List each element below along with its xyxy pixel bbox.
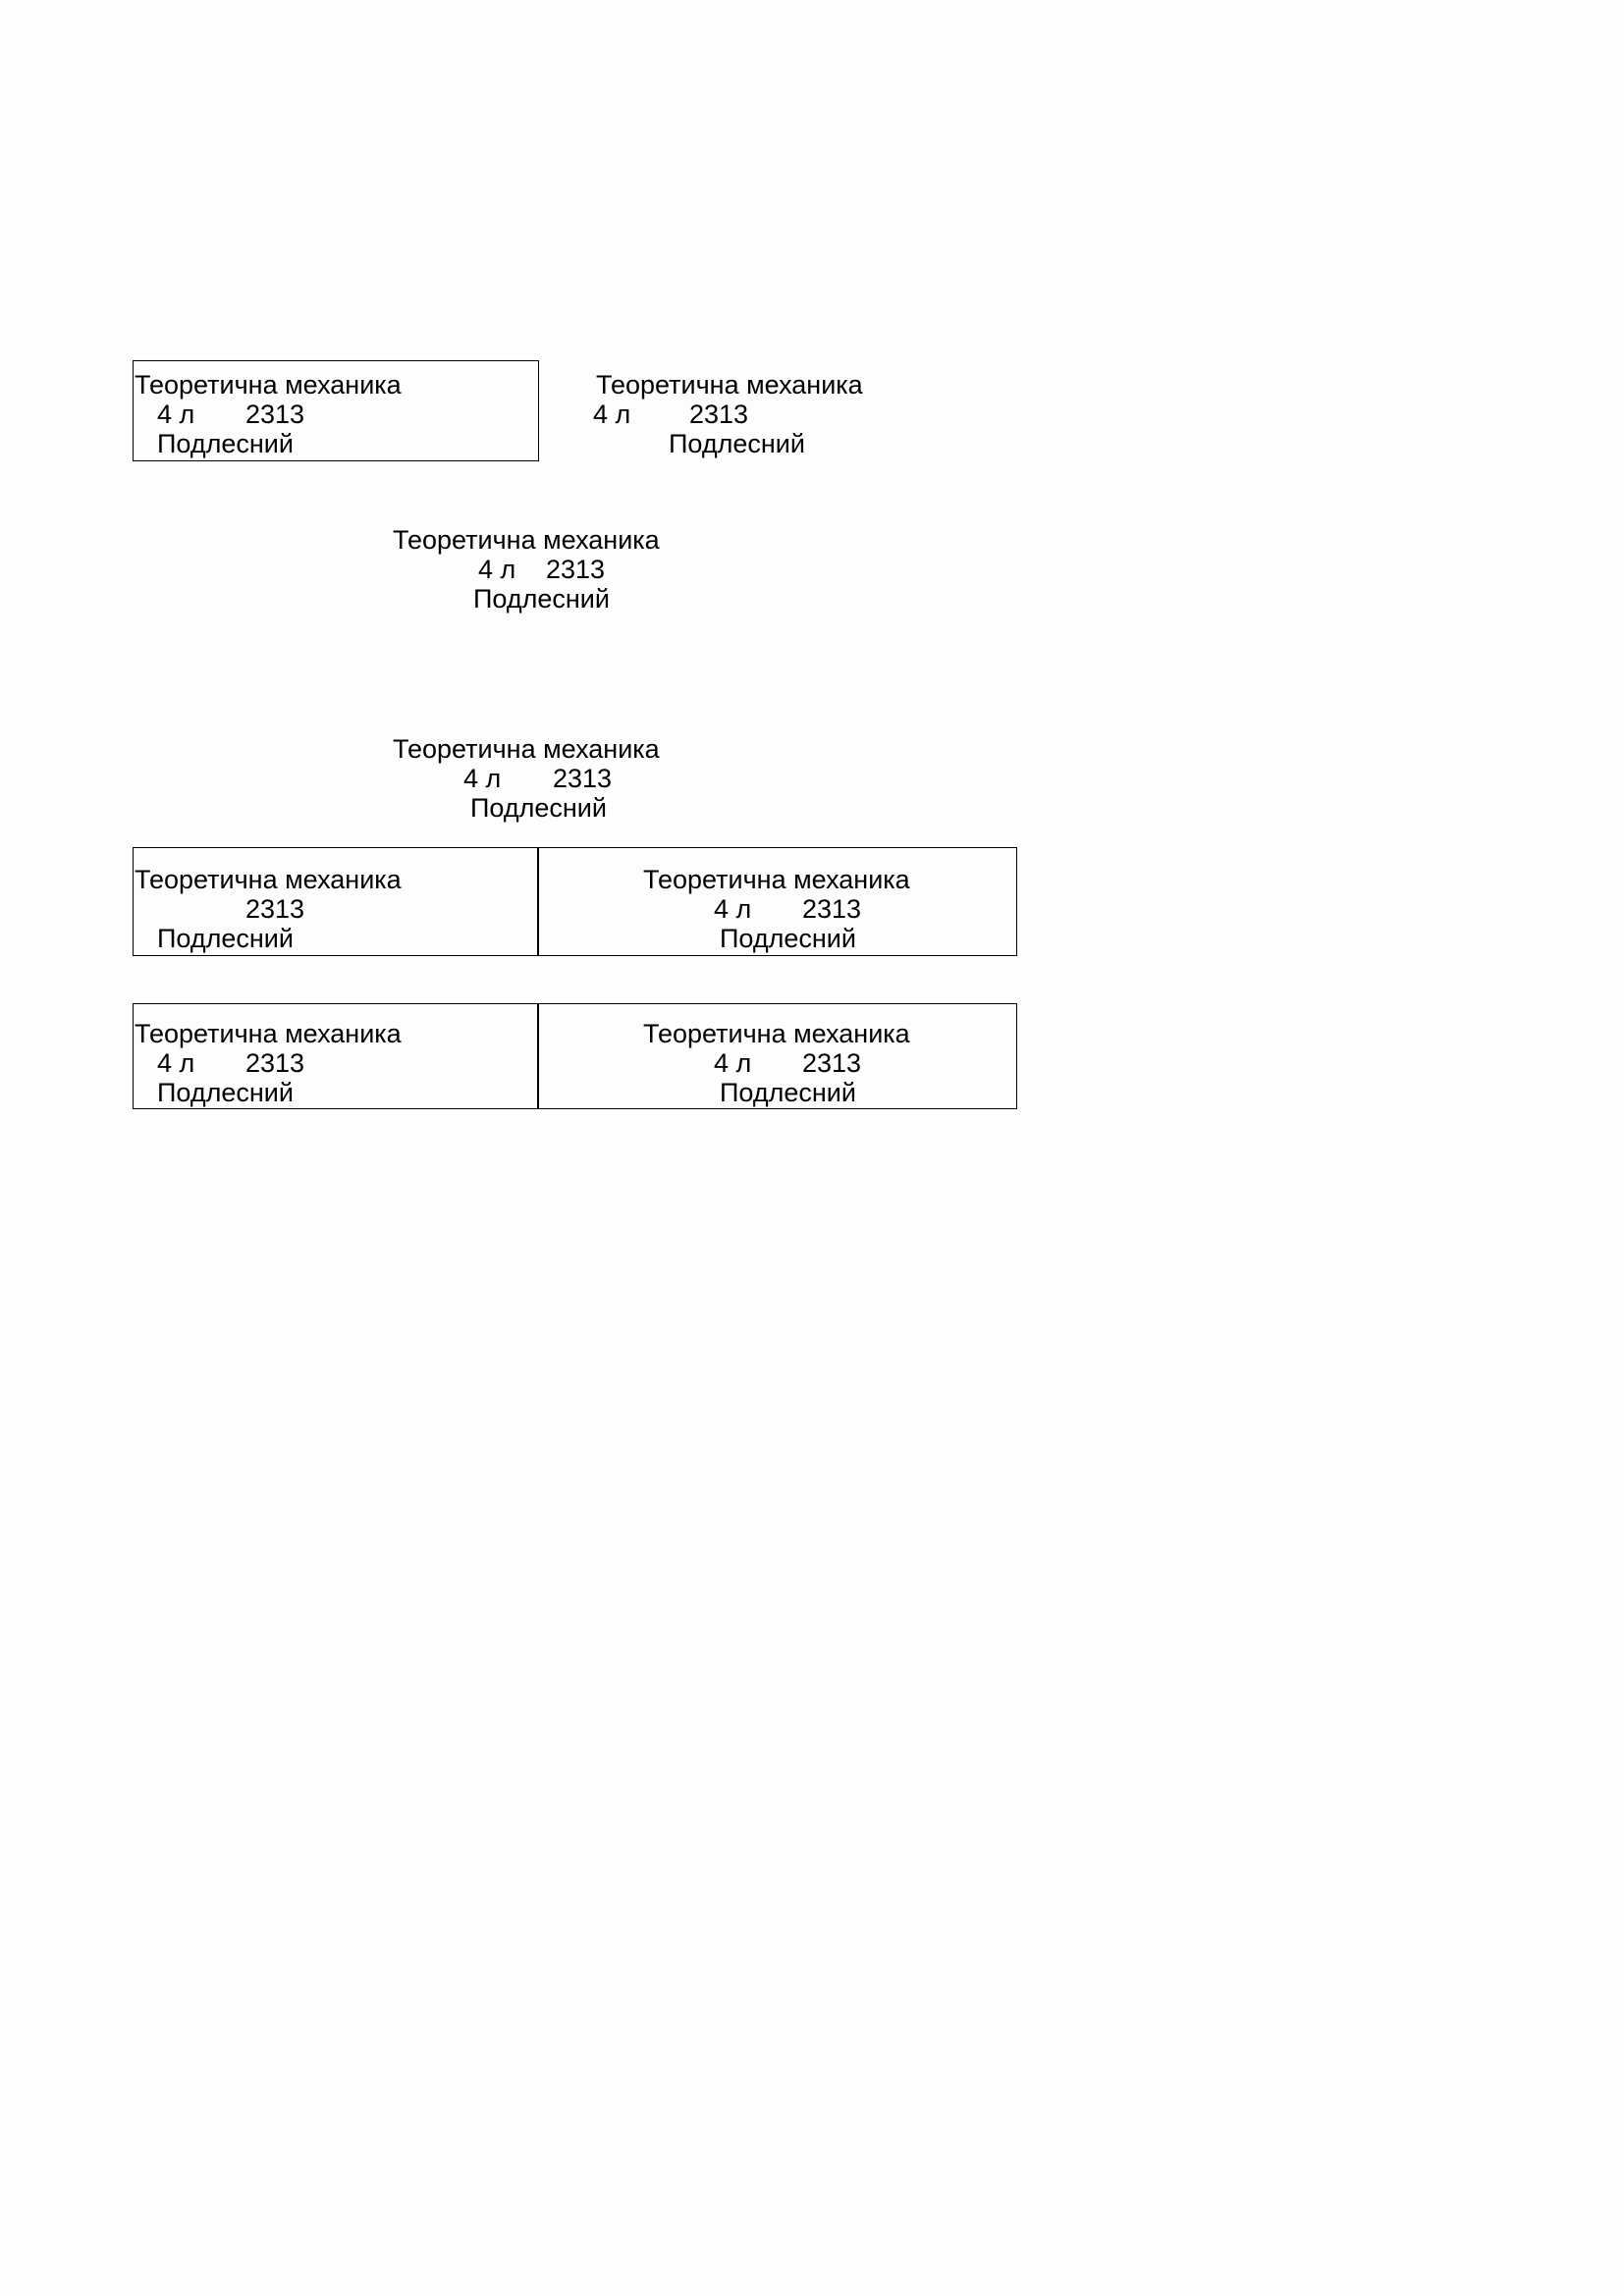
course-term: 4 л [157,1048,195,1078]
course-title: Теоретична механика [643,1019,910,1048]
course-group: 2313 [553,764,613,793]
course-term: 4 л [714,894,752,924]
course-term: 4 л [463,764,502,793]
course-teacher: Подлесний [720,1078,856,1107]
course-term: 4 л [714,1048,752,1078]
course-term: 4 л [593,400,631,429]
course-title: Теоретична механика [393,525,660,555]
course-title: Теоретична механика [643,865,910,894]
course-group: 2313 [245,1048,305,1078]
course-group: 2313 [802,894,862,924]
course-group: 2313 [546,555,606,584]
course-group: 2313 [245,894,305,924]
course-teacher: Подлесний [720,924,856,953]
course-teacher: Подлесний [669,429,805,458]
course-title: Теоретична механика [135,370,402,400]
course-group: 2313 [689,400,749,429]
course-title: Теоретична механика [596,370,863,400]
table-divider [537,847,539,956]
course-teacher: Подлесний [473,584,610,614]
course-teacher: Подлесний [470,793,607,823]
course-title: Теоретична механика [135,1019,402,1048]
course-teacher: Подлесний [157,429,294,458]
course-teacher: Подлесний [157,924,294,953]
course-term: 4 л [157,400,195,429]
course-title: Теоретична механика [135,865,402,894]
course-group: 2313 [245,400,305,429]
table-divider [537,1003,539,1109]
course-group: 2313 [802,1048,862,1078]
course-term: 4 л [478,555,516,584]
course-title: Теоретична механика [393,734,660,764]
course-teacher: Подлесний [157,1078,294,1107]
